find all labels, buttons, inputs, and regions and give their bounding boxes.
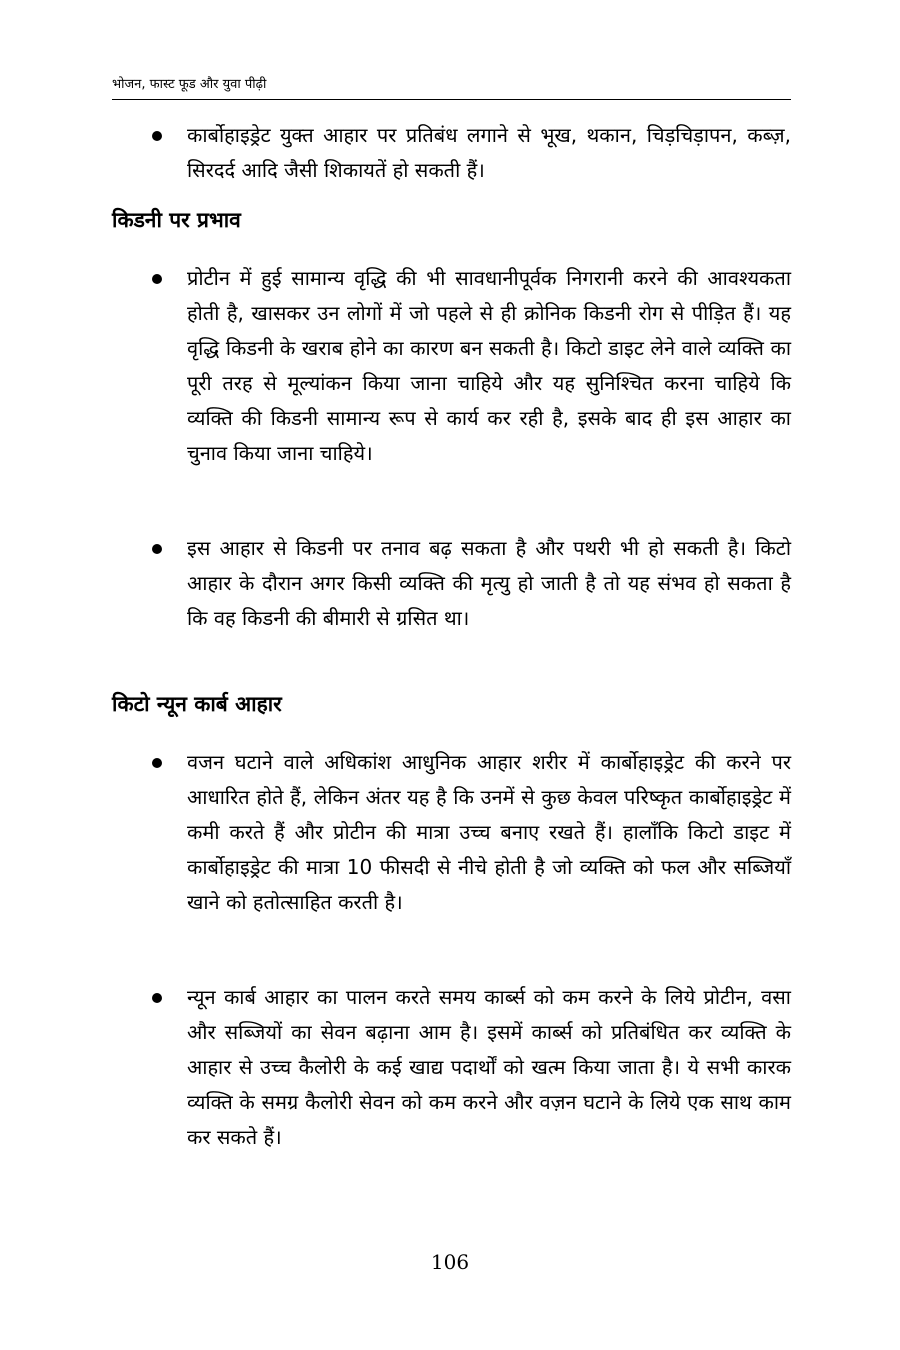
page-number: 106 (430, 1250, 470, 1274)
header-divider (112, 99, 791, 100)
bullet-dot-icon (152, 274, 162, 284)
bullet-dot-icon (152, 758, 162, 768)
bullet-dot-icon (152, 544, 162, 554)
bullet-item-low-carb-2 (112, 980, 791, 1155)
bullet-text: वजन घटाने वाले अधिकांश आधुनिक आहार शरीर में कार्बोहाइड्रेट की करने पर आधारित होते हैं, लेकिन अंतर यह है कि उनमें से कुछ केवल परिष्कृत कार्बोहाइड्रेट में कमी करते हैं और प्रोटीन की मात्रा उच्च बनाए रखते हैं। हालाँकि किटो डाइट में कार्बोहाइड्रेट की मात्रा 10 फीसदी से नीचे होती है जो व्यक्ति को फल और सब्जियाँ खाने को हतोत्साहित करती है। (187, 750, 791, 914)
section-heading-kidney: किडनी पर प्रभाव (112, 208, 241, 232)
bullet-text: इस आहार से किडनी पर तनाव बढ़ सकता है और पथरी भी हो सकती है। किटो आहार के दौरान अगर किसी व्यक्ति की मृत्यु हो जाती है तो यह संभव हो सकता है कि वह किडनी की बीमारी से ग्रसित था। (187, 536, 791, 630)
bullet-item-kidney-2 (112, 531, 791, 636)
section-heading-low-carb: किटो न्यून कार्ब आहार (112, 692, 282, 716)
bullet-text: प्रोटीन में हुई सामान्य वृद्धि की भी सावधानीपूर्वक निगरानी करने की आवश्यकता होती है, खासकर उन लोगों में जो पहले से ही क्रोनिक किडनी रोग से पीड़ित हैं। यह वृद्धि किडनी के खराब होने का कारण बन सकती है। किटो डाइट लेने वाले व्यक्ति का पूरी तरह से मूल्यांकन किया जाना चाहिये और यह सुनिश्चित करना चाहिये कि व्यक्ति की किडनी सामान्य रूप से कार्य कर रही है, इसके बाद ही इस आहार का चुनाव किया जाना चाहिये। (187, 266, 791, 465)
bullet-item-low-carb-1 (112, 745, 791, 920)
bullet-dot-icon (152, 131, 162, 141)
bullet-text: न्यून कार्ब आहार का पालन करते समय कार्ब्स को कम करने के लिये प्रोटीन, वसा और सब्जियों का सेवन बढ़ाना आम है। इसमें कार्ब्स को प्रतिबंधित कर व्यक्ति के आहार से उच्च कैलोरी के कई खाद्य पदार्थों को खत्म किया जाता है। ये सभी कारक व्यक्ति के समग्र कैलोरी सेवन को कम करने और वज़न घटाने के लिये एक साथ काम कर सकते हैं। (187, 985, 791, 1149)
bullet-dot-icon (152, 993, 162, 1003)
bullet-item-intro (112, 118, 791, 188)
bullet-text: कार्बोहाइड्रेट युक्त आहार पर प्रतिबंध लगाने से भूख, थकान, चिड़चिड़ापन, कब्ज़, सिरदर्द आदि जैसी शिकायतें हो सकती हैं। (187, 123, 791, 182)
bullet-item-kidney-1 (112, 261, 791, 471)
running-header-title: भोजन, फास्ट फूड और युवा पीढ़ी (112, 77, 267, 92)
